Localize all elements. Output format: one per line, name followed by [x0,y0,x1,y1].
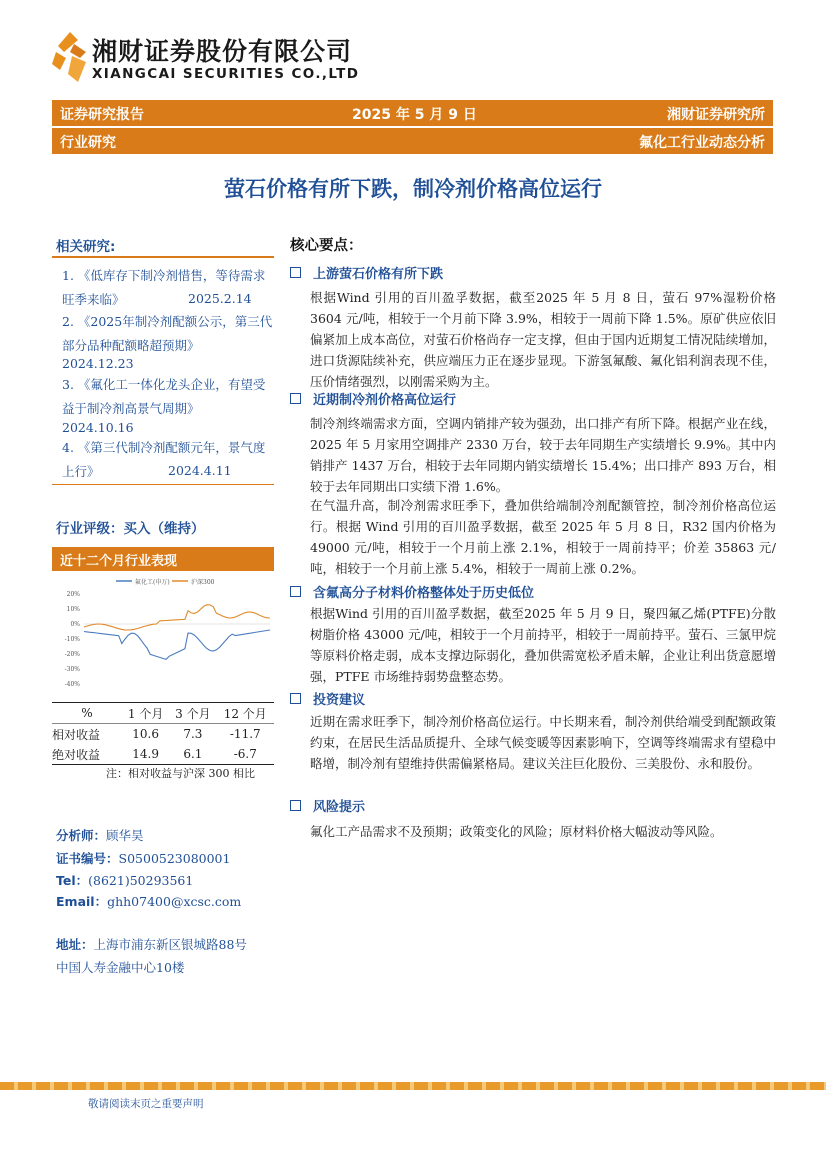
perf-cell: 10.6 [132,727,159,741]
related-item-date: 2024.12.23 [62,356,134,371]
checkbox-square-icon [290,800,301,811]
divider [52,256,274,258]
perf-header-cell: 12 个月 [223,706,267,721]
checkbox-square-icon [290,267,301,278]
report-title: 萤石价格有所下跌，制冷剂价格高位运行 [224,177,602,201]
address-line: 地址：上海市浦东新区银城路88号 [56,937,247,952]
perf-row-label: 绝对收益 [52,747,101,762]
related-item[interactable]: 1. 《低库存下制冷剂惜售，等待需求旺季来临》 [62,268,266,307]
perf-header-cell: 3 个月 [175,706,211,721]
cert-line: 证书编号：S0500523080001 [56,851,231,866]
address-line-2: 中国人寿金融中心10楼 [56,960,185,975]
footer-disclaimer[interactable]: 敬请阅读末页之重要声明 [88,1098,204,1110]
related-item-date: 2025.2.14 [188,291,252,306]
related-item[interactable]: 4. 《第三代制冷剂配额元年，景气度上行》 [62,440,266,479]
report-subject: 氟化工行业动态分析 [639,135,765,151]
company-name-en: XIANGCAI SECURITIES CO.,LTD [92,66,360,82]
email-line[interactable]: Email：ghh07400@xcsc.com [56,894,242,909]
perf-cell: 6.1 [183,747,203,761]
y-tick-label: -30% [64,666,80,673]
divider [52,484,274,485]
perf-header-cell: 1 个月 [127,706,164,721]
series-line-fluorochem [84,630,270,659]
related-item[interactable]: 3. 《氟化工一体化龙头企业，有望受益于制冷剂高景气周期》 [62,377,266,416]
perf-table-wrap [52,702,274,765]
legend-label: 氟化工(申万) [135,579,170,586]
performance-heading: 近十二个月行业表现 [52,547,274,571]
header-bar-2 [52,128,773,154]
section-paragraph: 制冷剂终端需求方面，空调内销排产较为强劲，出口排产有所下降。根据产业在线，2025 年 5 月家用空调排产 2330 万台，较于去年同期生产实绩增长 9.9%。其中内销排产 1437 万台，相较于去年同期内销实绩增长 15.4%；出口排产 893 万台，相较于去年同期出口实绩下滑 1.6%。 [310,416,776,494]
industry-rating: 行业评级：买入（维持） [56,521,205,537]
checkbox-square-icon [290,693,301,704]
legend-label: 沪深300 [191,579,215,586]
institute-name: 湘财证券研究所 [667,107,765,123]
checkbox-square-icon [290,586,301,597]
perf-cell: -6.7 [233,747,257,761]
core-points-heading: 核心要点： [290,238,363,254]
y-tick-label: -40% [64,681,80,688]
section-paragraph: 根据Wind 引用的百川盈孚数据，截至2025 年 5 月 8 日，萤石 97%湿粉价格 3604 元/吨，相较于一个月前下降 3.9%，相较于一周前下降 1.5%。原矿供应依旧偏紧加上成本高位，对萤石价格尚存一定支撑，但由于国内近期复工情况陆续增加，进口货源陆续补充，供应端压力正在逐步显现。下游氢氟酸、氟化铝利润表现不佳，压价情绪强烈，以刚需采购为主。 [310,290,776,389]
related-item[interactable]: 2. 《2025年制冷剂配额公示，第三代部分品种配额略超预期》 [62,314,273,353]
research-category: 行业研究 [60,135,116,151]
perf-table [52,703,274,765]
perf-cell: -11.7 [229,727,261,741]
section-paragraph: 近期在需求旺季下，制冷剂价格高位运行。中长期来看，制冷剂供给端受到配额政策约束，在居民生活品质提升、全球气候变暖等因素影响下，空调等终端需求有望稳中略增，制冷剂有望维持供需偏紧格局。建议关注巨化股份、三美股份、永和股份。 [310,714,776,771]
section-paragraph: 氟化工产品需求不及预期；政策变化的风险；原材料价格大幅波动等风险。 [310,824,723,839]
header-bar-1 [52,100,773,126]
related-item-date: 2024.10.16 [62,420,134,435]
analyst-line: 分析师：顾华昊 [56,828,144,843]
y-tick-label: -20% [64,651,80,658]
y-tick-label: 20% [66,591,80,598]
y-tick-label: -10% [64,636,80,643]
footer-stripe [0,1082,826,1090]
y-tick-label: 0% [70,621,80,628]
section-paragraph: 根据Wind 引用的百川盈孚数据，截至2025 年 5 月 9 日，聚四氟乙烯(PTFE)分散树脂价格 43000 元/吨，相较于一个月前持平，相较于一周前持平。萤石、三氯甲烷等原料价格走弱，成本支撑边际弱化，叠加供需宽松矛盾未解，企业让利出货意愿增强，PTFE 市场维持弱势盘整态势。 [310,606,776,684]
section-heading: 近期制冷剂价格高位运行 [290,389,456,408]
performance-chart [56,576,274,688]
section-heading: 含氟高分子材料价格整体处于历史低位 [290,582,534,601]
company-logo-icon [52,30,88,84]
y-tick-label: 10% [66,606,80,613]
series-line-hs300 [84,605,270,630]
section-heading: 风险提示 [290,796,365,815]
perf-table-note: 注：相对收益与沪深 300 相比 [106,767,255,780]
perf-header-cell: % [81,706,93,720]
section-heading: 上游萤石价格有所下跌 [290,263,443,282]
perf-cell: 7.3 [183,727,203,741]
company-name-cn: 湘财证券股份有限公司 [92,37,353,66]
related-research-heading: 相关研究: [56,239,116,255]
report-type: 证券研究报告 [60,107,144,123]
section-paragraph: 在气温升高，制冷剂需求旺季下，叠加供给端制冷剂配额管控，制冷剂价格高位运行。根据 Wind 引用的百川盈孚数据，截至 2025 年 5 月 8 日，R32 国内价格为 49000 元/吨，相较于一个月前上涨 2.1%，相较于一周前持平；价差 35863 元/吨，相较于一个月前上涨 5.4%，相较于一周前上涨 0.2%。 [310,498,776,576]
perf-row-label: 相对收益 [52,727,101,742]
tel-line: Tel：(8621)50293561 [56,873,194,888]
report-date: 2025 年 5 月 9 日 [352,107,477,123]
perf-cell: 14.9 [132,747,159,761]
related-item-date: 2024.4.11 [168,463,232,478]
checkbox-square-icon [290,393,301,404]
section-heading: 投资建议 [290,689,365,708]
